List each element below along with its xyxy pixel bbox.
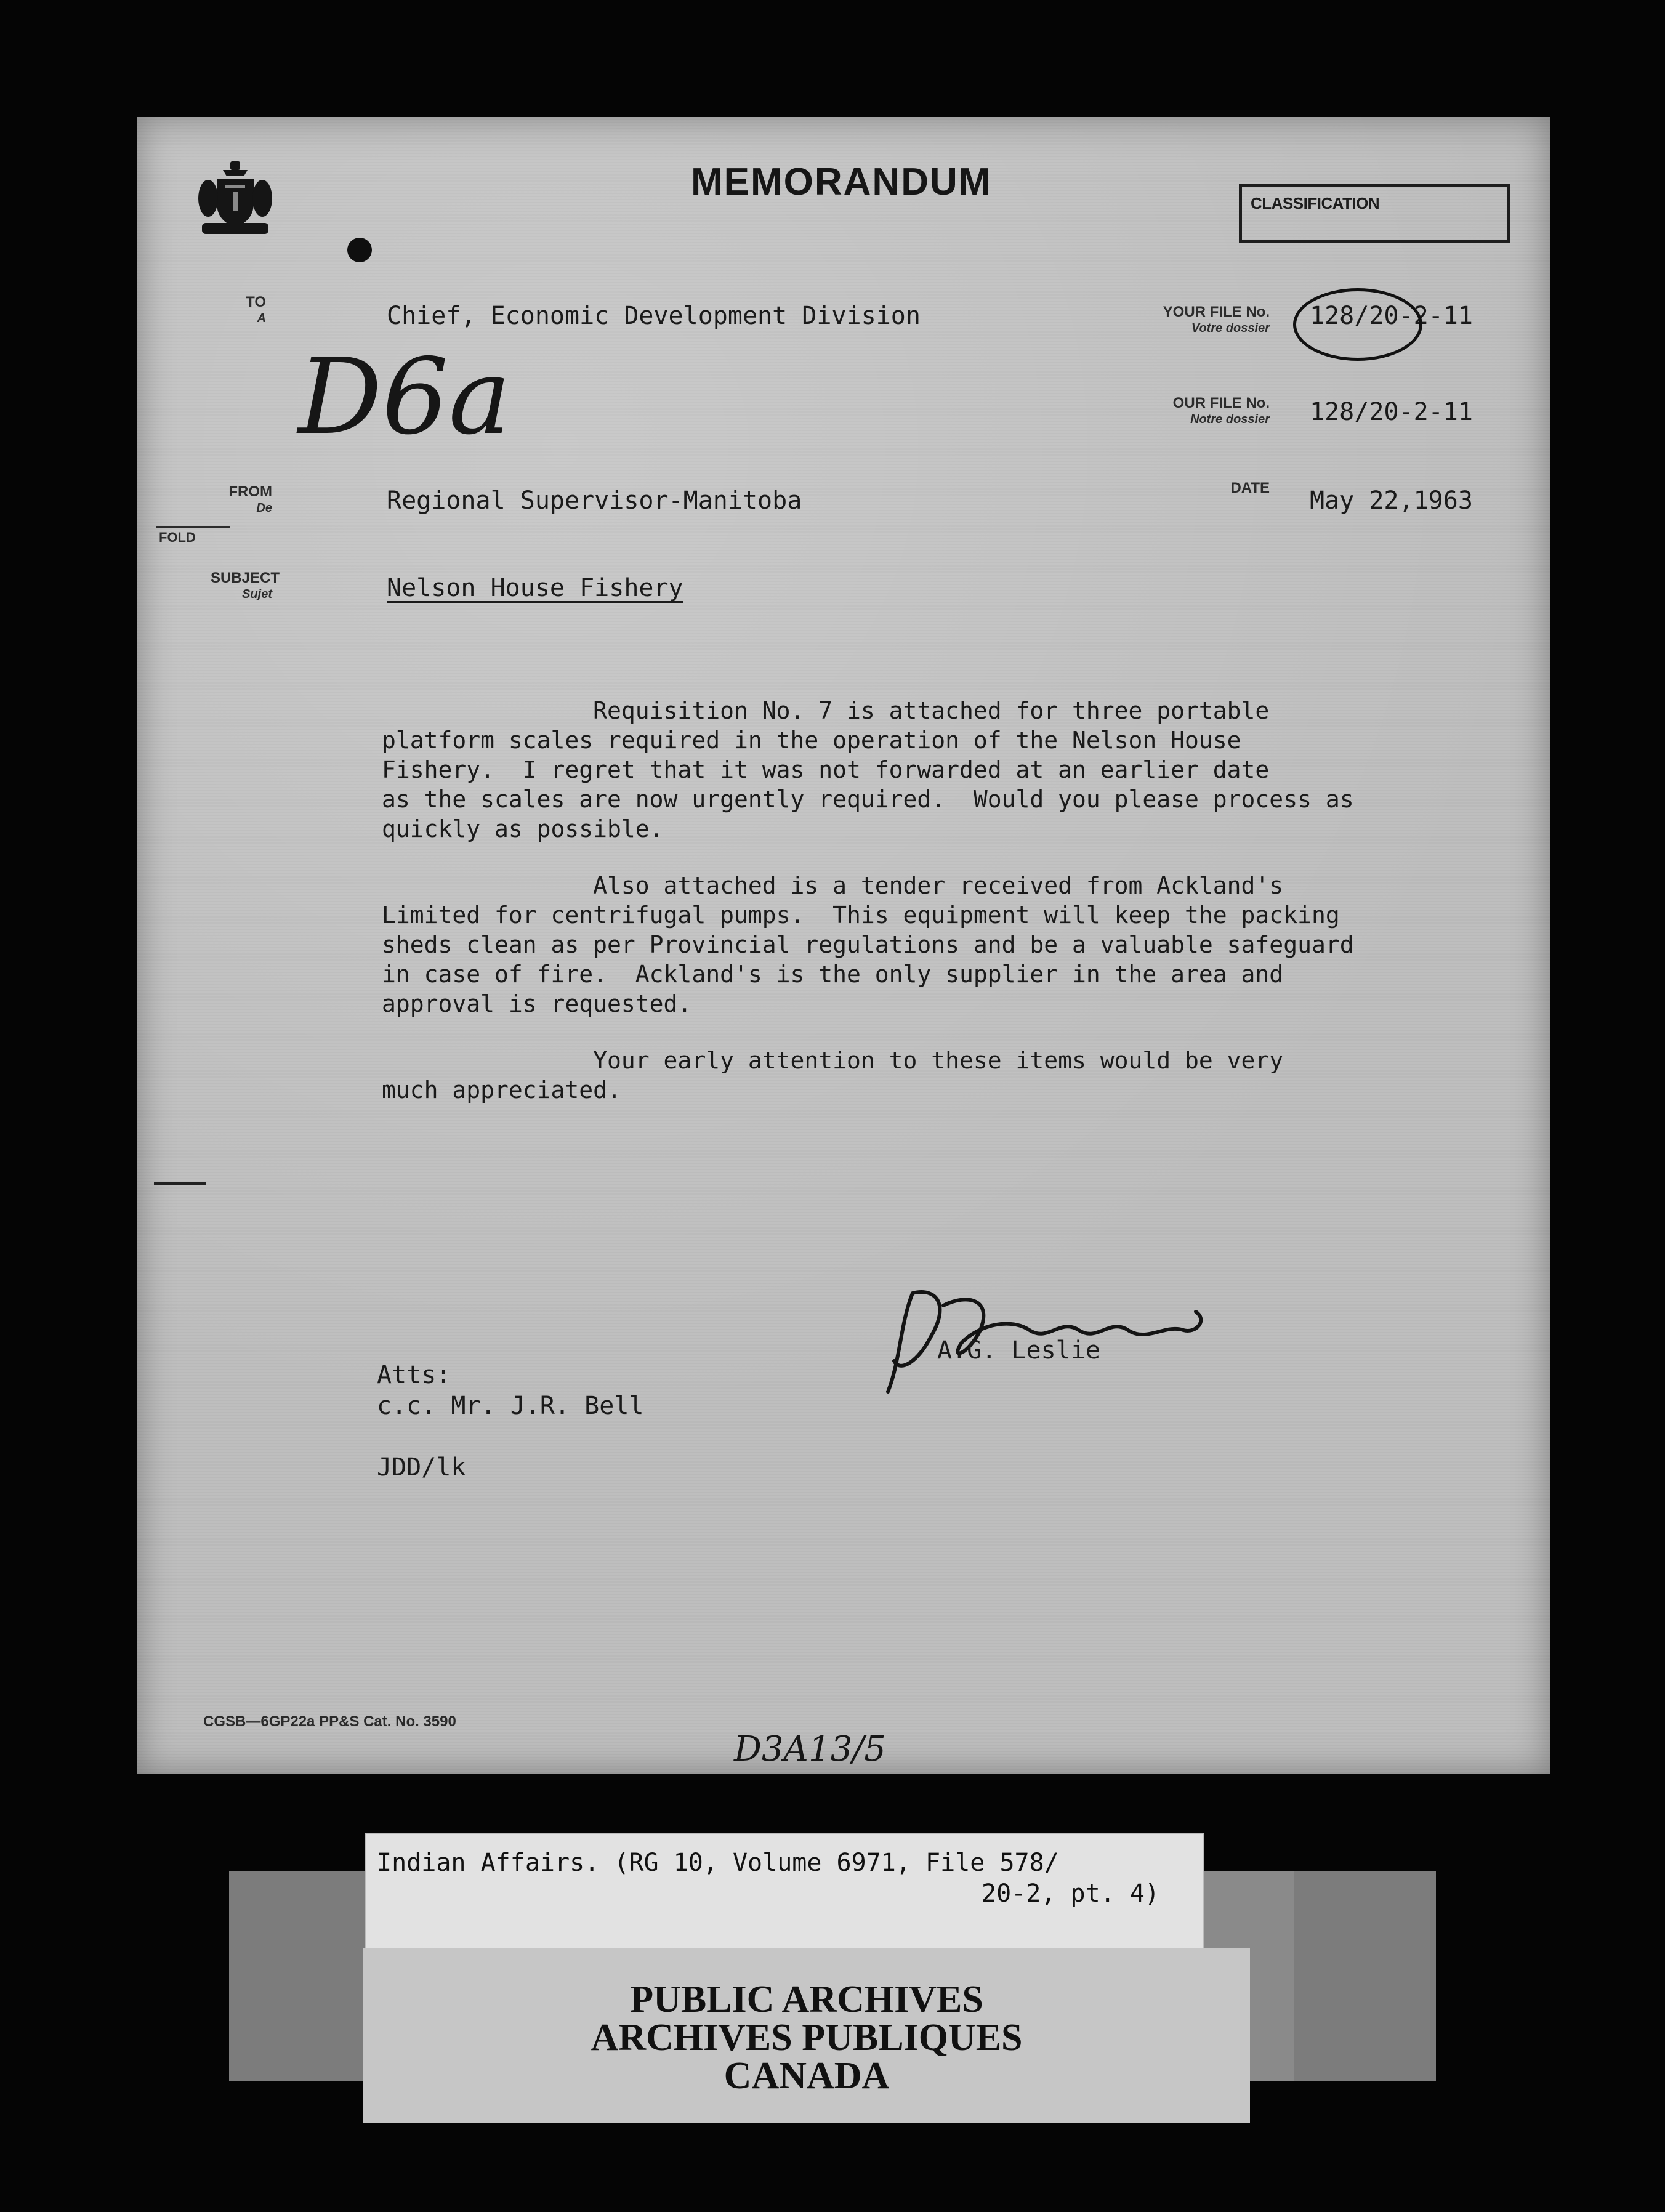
from-value: Regional Supervisor-Manitoba <box>387 486 802 515</box>
to-value: Chief, Economic Development Division <box>387 302 921 330</box>
signature-name: A.G. Leslie <box>937 1336 1100 1365</box>
memo-page <box>137 117 1550 1774</box>
your-file-label: YOUR FILE No. Votre dossier <box>1163 304 1270 335</box>
date-label: DATE <box>1230 480 1270 496</box>
from-label: FROM De <box>228 483 272 515</box>
typist-initials: JDD/lk <box>377 1453 466 1482</box>
attachments-label: Atts: <box>377 1361 451 1389</box>
classification-box <box>1239 184 1510 243</box>
archive-stamp <box>363 1948 1250 2123</box>
date-value: May 22,1963 <box>1310 486 1473 515</box>
fold-label: FOLD <box>159 530 196 545</box>
reference-line-2: 20-2, pt. 4) <box>982 1879 1159 1908</box>
ink-spot <box>347 238 372 262</box>
form-code: CGSB—6GP22a PP&S Cat. No. 3590 <box>203 1713 456 1730</box>
classification-label: CLASSIFICATION <box>1251 194 1380 212</box>
handwritten-circle <box>1293 288 1422 361</box>
subject-label: SUBJECT Sujet <box>211 570 280 601</box>
memo-title: MEMORANDUM <box>691 161 992 203</box>
stamp-line-1: PUBLIC ARCHIVES <box>630 1979 983 2020</box>
cc-line: c.c. Mr. J.R. Bell <box>377 1392 644 1420</box>
your-file-value: 128/20-2-11 <box>1310 302 1473 330</box>
to-label: TO A <box>246 294 266 325</box>
paragraph-2: Also attached is a tender received from Ackland's Limited for centrifugal pumps. This equipment will keep the packing sheds clean as per Provincial regulations and be a valuable safeguard in case of fire. Ackland's is the only supplier in the area and approval is requested. <box>382 872 1354 1017</box>
paragraph-1: Requisition No. 7 is attached for three portable platform scales required in the operation of the Nelson House Fishery. I regret that it was not forwarded at an earlier date as the scales are now urgently required. Would you please process as quickly as possible. <box>382 697 1354 842</box>
stamp-line-3: CANADA <box>724 2055 890 2097</box>
handwritten-ref: D3A13/5 <box>734 1729 886 1769</box>
subject-value: Nelson House Fishery <box>387 574 683 602</box>
reference-line-1: Indian Affairs. (RG 10, Volume 6971, File 578/ <box>377 1849 1059 1877</box>
fold-line <box>156 526 230 528</box>
coat-of-arms-icon <box>198 160 272 240</box>
our-file-value: 128/20-2-11 <box>1310 398 1473 426</box>
stamp-line-2: ARCHIVES PUBLIQUES <box>591 2017 1023 2059</box>
handwritten-code: D6a <box>298 336 511 458</box>
paragraph-3: Your early attention to these items would be very much appreciated. <box>382 1047 1284 1104</box>
margin-tick <box>154 1182 206 1185</box>
our-file-label: OUR FILE No. Notre dossier <box>1172 395 1270 426</box>
